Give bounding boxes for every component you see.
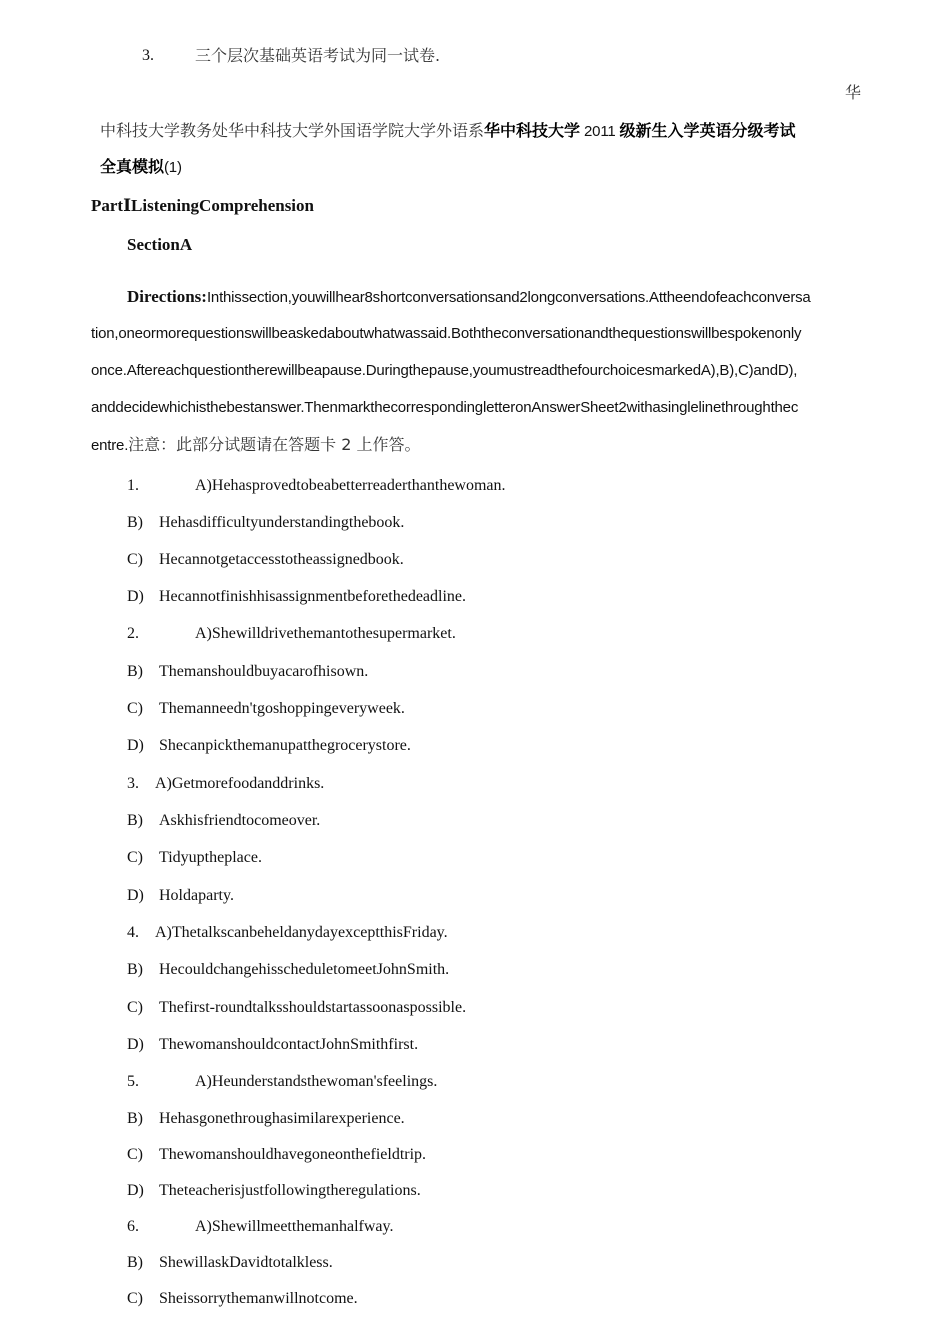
- option-text: Sheissorrythemanwillnotcome.: [159, 1290, 358, 1307]
- option-text: Hehasgonethroughasimilarexperience.: [159, 1110, 405, 1127]
- question-number: 6.: [127, 1218, 139, 1235]
- option-text: Themanneedn'tgoshoppingeveryweek.: [159, 700, 405, 717]
- option-text: Askhisfriendtocomeover.: [159, 812, 321, 829]
- org-line: 中科技大学教务处华中科技大学外国语学院大学外语系: [100, 121, 485, 140]
- directions-line: [91, 435, 421, 456]
- option-a: A)Heunderstandsthewoman'sfeelings.: [195, 1073, 438, 1090]
- option-letter: B): [127, 514, 143, 531]
- option-text: ShewillaskDavidtotalkless.: [159, 1254, 333, 1271]
- title-number: (1): [164, 159, 182, 176]
- option-letter: B): [127, 1110, 143, 1127]
- question-number: 1.: [127, 477, 139, 494]
- directions-note: 注意：此部分试题请在答题卡 2 上作答。: [128, 435, 421, 454]
- directions-line: once.Aftereachquestiontherewillbeapause.Duringthepause,youmustreadthefourchoicesmarkedA),B),C)andD),: [91, 362, 798, 379]
- question-number: 4.: [127, 924, 139, 941]
- option-letter: C): [127, 999, 143, 1016]
- directions-text: Inthissection,youwillhear8shortconversationsand2longconversations.Attheendofeachconversa: [206, 289, 811, 306]
- option-letter: D): [127, 1182, 144, 1199]
- option-text: Shecanpickthemanupatthegrocerystore.: [159, 737, 411, 754]
- question-number: 3.: [127, 775, 139, 792]
- option-text: HecouldchangehisscheduletomeetJohnSmith.: [159, 961, 450, 978]
- option-a: A)ThetalkscanbeheldanydayexceptthisFriday.: [155, 924, 448, 941]
- directions-line: anddecidewhichisthebestanswer.ThenmarkthecorrespondingletteronAnswerSheet2withasinglelinethroughthec: [91, 399, 799, 416]
- item-text: 三个层次基础英语考试为同一试卷.: [195, 46, 441, 65]
- question-number: 2.: [127, 625, 139, 642]
- question-number: 5.: [127, 1073, 139, 1090]
- option-text: Thefirst-roundtalksshouldstartassoonaspossible.: [159, 999, 467, 1016]
- option-letter: D): [127, 737, 144, 754]
- item-number: 3.: [142, 47, 154, 64]
- option-text: Hecannotgetaccesstotheassignedbook.: [159, 551, 404, 568]
- title-line: [100, 121, 796, 142]
- title-part1: 华中科技大学: [484, 121, 581, 140]
- option-a: A)Getmorefoodanddrinks.: [155, 775, 325, 792]
- title-part2: 级新生入学英语分级考试: [619, 121, 796, 140]
- option-text: Themanshouldbuyacarofhisown.: [159, 663, 369, 680]
- option-letter: D): [127, 588, 144, 605]
- option-letter: B): [127, 812, 143, 829]
- option-text: Hecannotfinishhisassignmentbeforethedeadline.: [159, 588, 467, 605]
- directions-label: Directions:: [127, 287, 207, 306]
- directions-line: [127, 287, 811, 308]
- hua-char: 华: [845, 83, 862, 102]
- option-letter: B): [127, 1254, 143, 1271]
- option-letter: C): [127, 551, 143, 568]
- option-letter: C): [127, 1290, 143, 1307]
- option-text: Theteacherisjustfollowingtheregulations.: [159, 1182, 421, 1199]
- option-text: ThewomanshouldcontactJohnSmithfirst.: [159, 1036, 419, 1053]
- directions-text: entre.: [91, 437, 129, 454]
- section-heading: SectionA: [127, 235, 193, 254]
- part-heading: PartⅠListeningComprehension: [91, 196, 314, 215]
- title-line2: [100, 157, 182, 178]
- option-letter: B): [127, 961, 143, 978]
- option-letter: D): [127, 887, 144, 904]
- option-text: Tidyuptheplace.: [159, 849, 262, 866]
- option-letter: B): [127, 663, 143, 680]
- option-a: A)Hehasprovedtobeabetterreaderthanthewoman.: [195, 477, 506, 494]
- option-a: A)Shewillmeetthemanhalfway.: [195, 1218, 394, 1235]
- directions-line: tion,oneormorequestionswillbeaskedaboutwhatwassaid.Boththeconversationandthequestionswillbespokenonly: [91, 325, 802, 342]
- option-letter: C): [127, 1146, 143, 1163]
- title-year: 2011: [584, 123, 616, 140]
- option-text: Holdaparty.: [159, 887, 234, 904]
- option-letter: D): [127, 1036, 144, 1053]
- option-text: Thewomanshouldhavegoneonthefieldtrip.: [159, 1146, 427, 1163]
- option-letter: C): [127, 849, 143, 866]
- option-a: A)Shewilldrivethemantothesupermarket.: [195, 625, 456, 642]
- option-letter: C): [127, 700, 143, 717]
- title-text: 全真模拟: [100, 157, 165, 176]
- option-text: Hehasdifficultyunderstandingthebook.: [159, 514, 405, 531]
